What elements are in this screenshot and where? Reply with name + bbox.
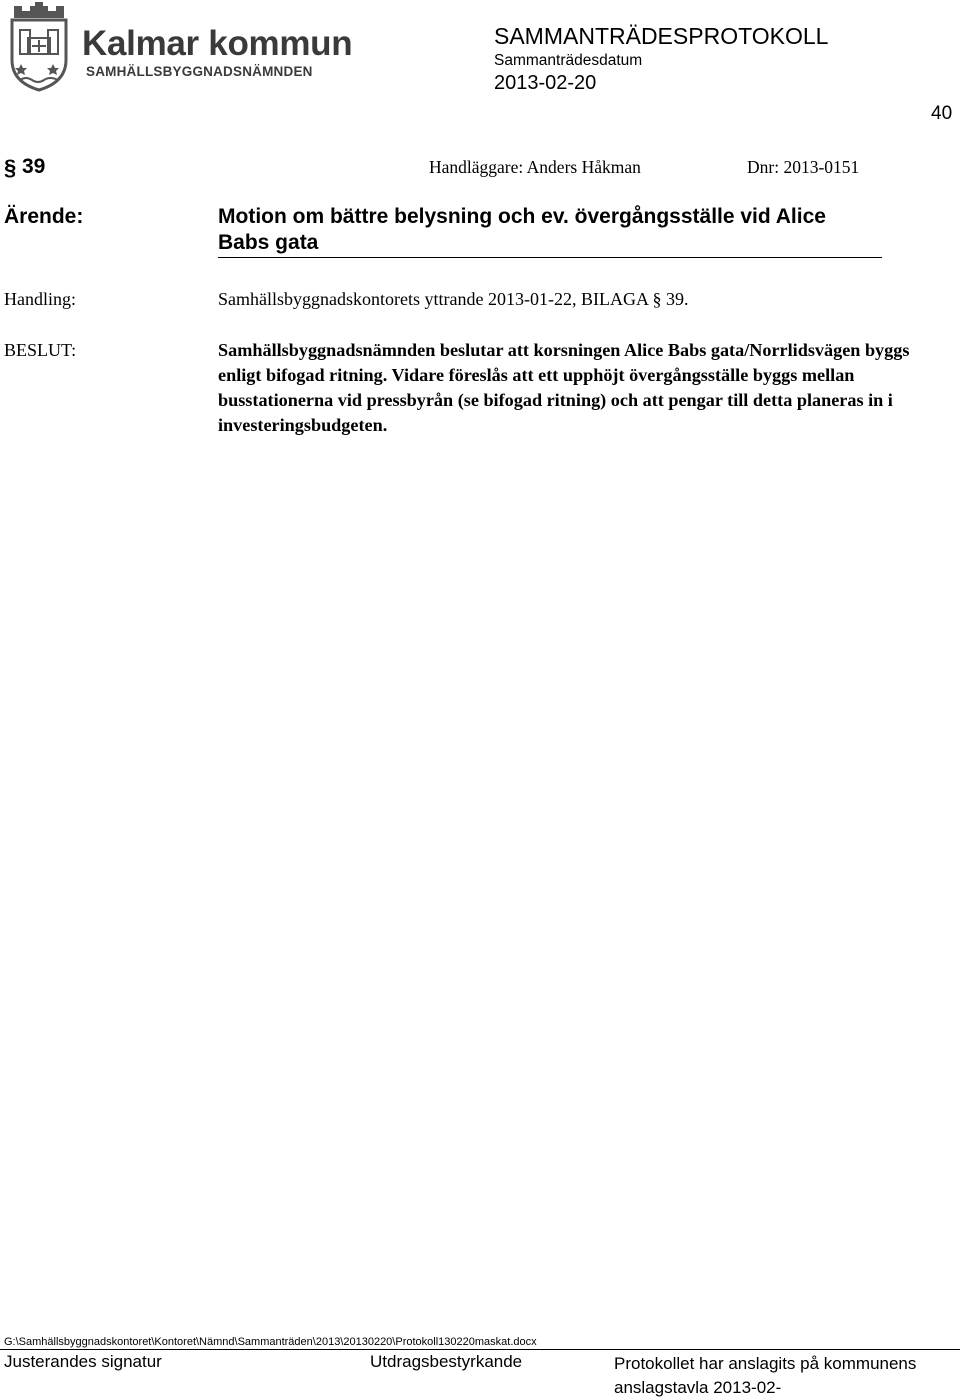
- footer-divider: [0, 1349, 960, 1350]
- signature-label: Justerandes signatur: [4, 1352, 162, 1371]
- paragraph-sign-inline: §: [652, 289, 662, 309]
- extract-certification-label: Utdragsbestyrkande: [370, 1352, 523, 1371]
- file-path: G:\Samhällsbyggnadskontoret\Kontoret\Nämnd\Sammanträden\2013\20130220\Protokoll130220maskat.docx: [4, 1336, 537, 1348]
- page-number: 40: [931, 103, 953, 124]
- paragraph-number: 39: [22, 155, 46, 178]
- posting-notice: Protokollet har anslagits på kommunens anslagstavla 2013-02-: [614, 1354, 917, 1397]
- document-text-main: Samhällsbyggnadskontorets yttrande 2013-01-22, BILAGA: [218, 289, 653, 309]
- decision-text: Samhällsbyggnadsnämnden beslutar att korsningen Alice Babs gata/Norrlidsvägen byggs enligt bifogad ritning. Vidare föreslås att ett upphöjt övergångsställe byggs mellan busstationerna vid pressbyrån (se bifogad ritning) och att pengar till detta planeras in i investeringsbudgeten.: [218, 340, 910, 435]
- document-label: Handling:: [4, 289, 76, 309]
- document-text-ref: 39.: [665, 289, 689, 309]
- paragraph-sign: §: [4, 155, 17, 180]
- case-officer: Handläggare: Anders Håkman: [429, 157, 641, 177]
- document-text: [218, 289, 688, 310]
- matter-text: Motion om bättre belysning och ev. övergångsställe vid Alice Babs gata: [218, 205, 826, 254]
- protocol-title: SAMMANTRÄDESPROTOKOLL: [494, 23, 829, 49]
- meeting-date: 2013-02-20: [494, 72, 597, 94]
- meeting-date-label: Sammanträdesdatum: [494, 52, 643, 69]
- kalmar-crest-logo: [6, 2, 72, 92]
- brand-subtitle: SAMHÄLLSBYGGNADSNÄMNDEN: [86, 64, 313, 79]
- diary-number: Dnr: 2013-0151: [747, 157, 860, 177]
- matter-underline: [218, 257, 882, 258]
- matter-label: Ärende:: [4, 205, 84, 228]
- brand-name: Kalmar kommun: [82, 24, 353, 63]
- decision-label: BESLUT:: [4, 340, 77, 360]
